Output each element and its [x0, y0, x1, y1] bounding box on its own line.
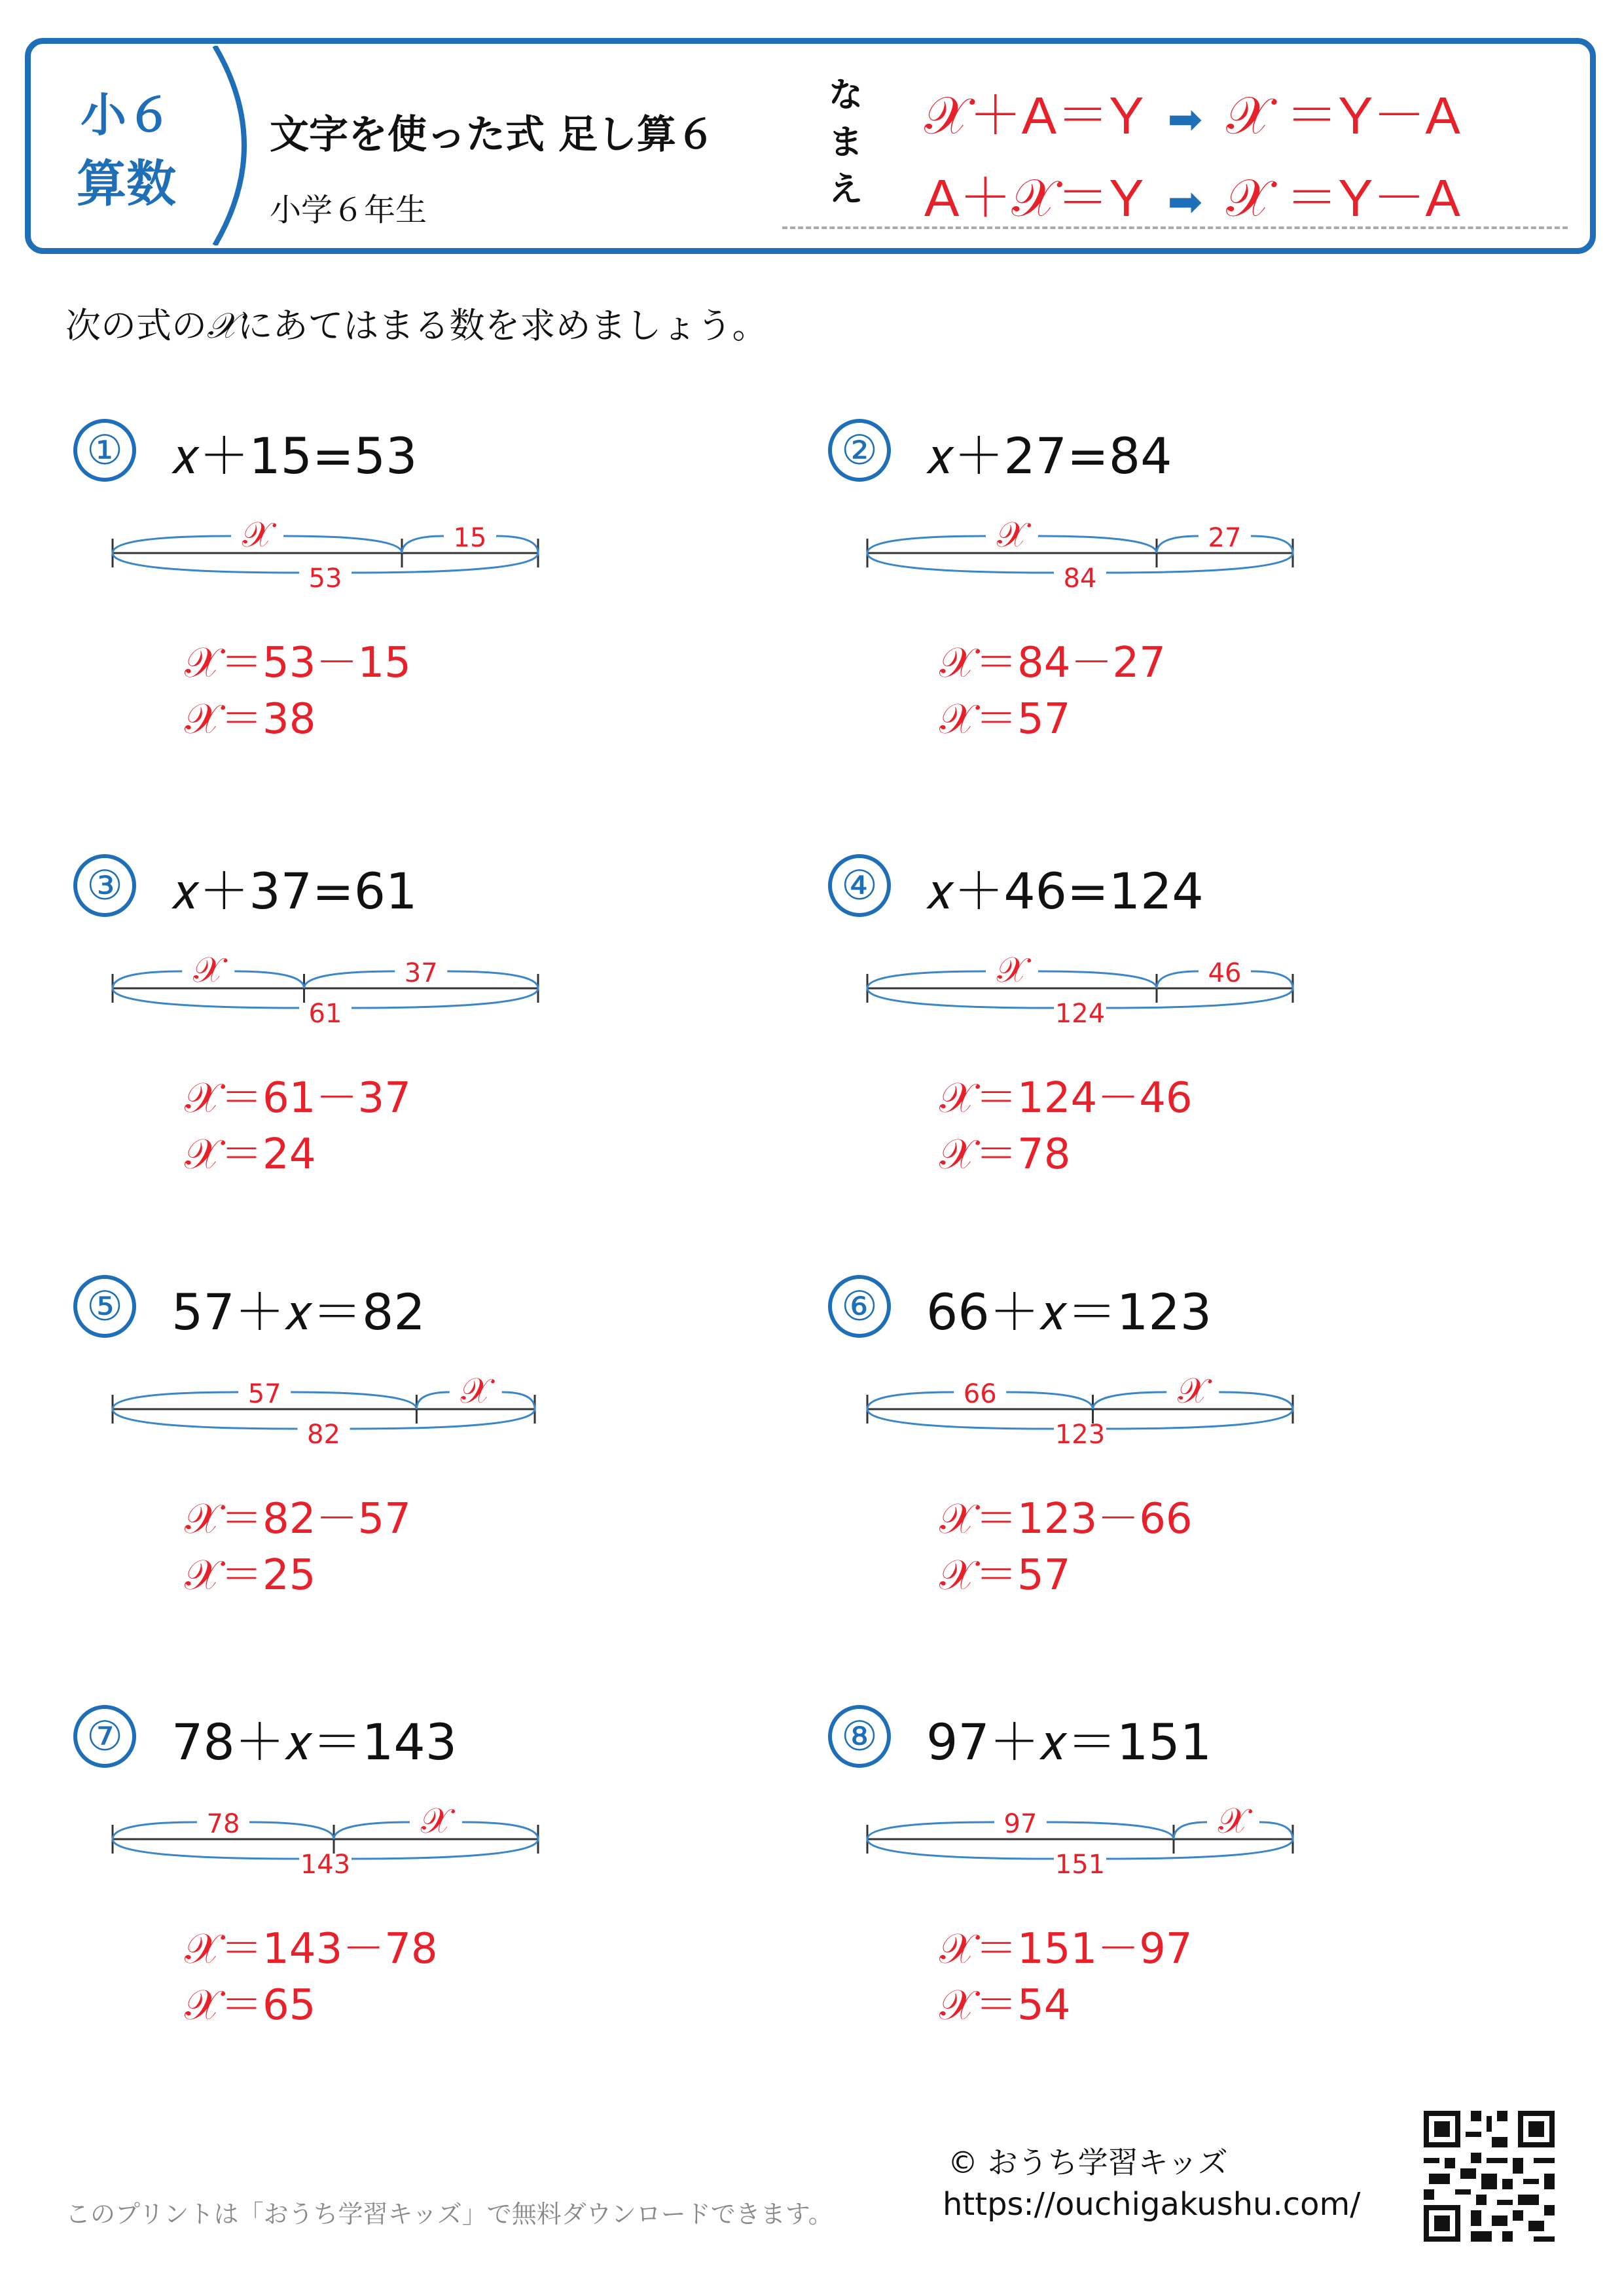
- instruction: [65, 298, 767, 348]
- problem-number: ⑤: [73, 1275, 136, 1338]
- label-top-left: 66: [963, 1379, 997, 1409]
- rule-1-right: 𝒳 ＝Y－A: [1226, 86, 1460, 145]
- problem-equation: 57＋𝑥＝82: [171, 1283, 425, 1341]
- label-top-left: 78: [206, 1809, 240, 1839]
- tape-diagram: [73, 1275, 662, 1491]
- answer-line2: 𝒳＝25: [185, 1551, 316, 1600]
- problem-3: [73, 854, 662, 1221]
- problem-equation: 𝑥＋37=61: [171, 862, 418, 920]
- problem-number: ⑦: [73, 1705, 136, 1768]
- arrow-right-icon: ➡: [1167, 178, 1203, 225]
- label-top-left: 𝒳: [996, 514, 1028, 555]
- footer-note: このプリントは「おうち学習キッズ」で無料ダウンロードできます。: [65, 2200, 833, 2229]
- worksheet-title: 文字を使った式 足し算６: [270, 112, 715, 158]
- grade-badge: [38, 46, 221, 245]
- instruction-before: 次の式の: [65, 305, 207, 346]
- answer-line2: 𝒳＝78: [939, 1130, 1071, 1179]
- label-top-right: 𝒳: [460, 1370, 491, 1411]
- problem-equation: 𝑥＋46=124: [926, 862, 1204, 920]
- answer-work: [939, 1491, 1193, 1604]
- label-total: 124: [1055, 999, 1106, 1029]
- copyright: © おうち学習キッズ: [948, 2145, 1228, 2180]
- label-top-left: 𝒳: [996, 949, 1028, 990]
- answer-line2: 𝒳＝57: [939, 1551, 1071, 1600]
- problem-equation: 𝑥＋27=84: [926, 427, 1172, 485]
- label-total: 53: [308, 564, 342, 594]
- problem-number: ④: [828, 854, 891, 917]
- label-top-right: 𝒳: [420, 1800, 452, 1841]
- problem-4: [828, 854, 1417, 1221]
- answer-line1: 𝒳＝151－97: [939, 1925, 1193, 1973]
- problem-1: [73, 419, 662, 785]
- name-write-line[interactable]: [782, 226, 1568, 229]
- rule-1-left: 𝒳＋A＝Y: [924, 86, 1144, 145]
- problem-6: [828, 1275, 1417, 1641]
- rule-2: [924, 156, 1460, 231]
- answer-line2: 𝒳＝65: [185, 1981, 316, 2030]
- answer-line1: 𝒳＝53－15: [185, 639, 411, 687]
- tape-diagram: [828, 1705, 1417, 1921]
- label-top-right: 15: [453, 523, 487, 553]
- instruction-var: 𝒳: [207, 305, 238, 346]
- tape-diagram: [828, 419, 1417, 635]
- label-top-left: 𝒳: [242, 514, 273, 555]
- label-top-right: 46: [1208, 958, 1242, 988]
- problem-2: [828, 419, 1417, 785]
- arrow-right-icon: ➡: [1167, 96, 1203, 143]
- answer-line1: 𝒳＝143－78: [185, 1925, 438, 1973]
- problem-equation: 78＋𝑥＝143: [171, 1713, 458, 1771]
- qr-code-icon[interactable]: [1424, 2111, 1555, 2242]
- answer-line1: 𝒳＝84－27: [939, 639, 1166, 687]
- label-total: 84: [1063, 564, 1097, 594]
- label-top-right: 𝒳: [1178, 1370, 1208, 1411]
- answer-line2: 𝒳＝38: [185, 695, 316, 744]
- problem-number: ⑧: [828, 1705, 891, 1768]
- answer-work: [185, 635, 411, 747]
- worksheet-subtitle: 小学６年生: [270, 192, 427, 228]
- problem-equation: 𝑥＋15=53: [171, 427, 418, 485]
- tape-diagram: [73, 419, 662, 635]
- answer-work: [939, 635, 1166, 747]
- answer-work: [185, 1070, 411, 1183]
- problem-equation: 97＋𝑥＝151: [926, 1713, 1212, 1771]
- problem-8: [828, 1705, 1417, 2072]
- problem-equation: 66＋𝑥＝123: [926, 1283, 1212, 1341]
- label-total: 82: [307, 1420, 340, 1450]
- problem-number: ⑥: [828, 1275, 891, 1338]
- label-top-right: 𝒳: [1218, 1800, 1249, 1841]
- answer-work: [185, 1491, 411, 1604]
- rule-2-left: A＋𝒳＝Y: [924, 169, 1144, 227]
- problem-number: ②: [828, 419, 891, 482]
- problem-7: [73, 1705, 662, 2072]
- label-total: 123: [1055, 1420, 1106, 1450]
- answer-line1: 𝒳＝82－57: [185, 1495, 411, 1543]
- subject-label: 算数: [77, 154, 176, 213]
- label-total: 143: [300, 1850, 351, 1880]
- label-top-left: 97: [1003, 1809, 1038, 1839]
- answer-line2: 𝒳＝54: [939, 1981, 1071, 2030]
- answer-line2: 𝒳＝57: [939, 695, 1071, 744]
- name-label: なまえ: [828, 76, 863, 209]
- tape-diagram: [73, 1705, 662, 1921]
- site-url-link[interactable]: https://ouchigakushu.com/: [943, 2186, 1361, 2223]
- answer-line1: 𝒳＝124－46: [939, 1074, 1193, 1122]
- answer-line1: 𝒳＝61－37: [185, 1074, 411, 1122]
- label-top-right: 27: [1208, 523, 1242, 553]
- rule-2-right: 𝒳 ＝Y－A: [1226, 169, 1460, 227]
- label-top-right: 37: [404, 958, 438, 988]
- rule-1: [924, 73, 1460, 149]
- answer-work: [939, 1070, 1193, 1183]
- answer-line1: 𝒳＝123－66: [939, 1495, 1193, 1543]
- instruction-after: にあてはまる数を求めましょう。: [237, 305, 768, 346]
- grade-label: 小６: [81, 88, 172, 142]
- label-total: 151: [1055, 1850, 1106, 1880]
- label-top-left: 57: [247, 1379, 281, 1409]
- tape-diagram: [73, 854, 662, 1070]
- answer-line2: 𝒳＝24: [185, 1130, 316, 1179]
- tape-diagram: [828, 854, 1417, 1070]
- label-total: 61: [308, 999, 342, 1029]
- problem-number: ①: [73, 419, 136, 482]
- answer-work: [185, 1921, 438, 2034]
- answer-work: [939, 1921, 1193, 2034]
- problem-5: [73, 1275, 662, 1641]
- label-top-left: 𝒳: [193, 949, 224, 990]
- tape-diagram: [828, 1275, 1417, 1491]
- problem-number: ③: [73, 854, 136, 917]
